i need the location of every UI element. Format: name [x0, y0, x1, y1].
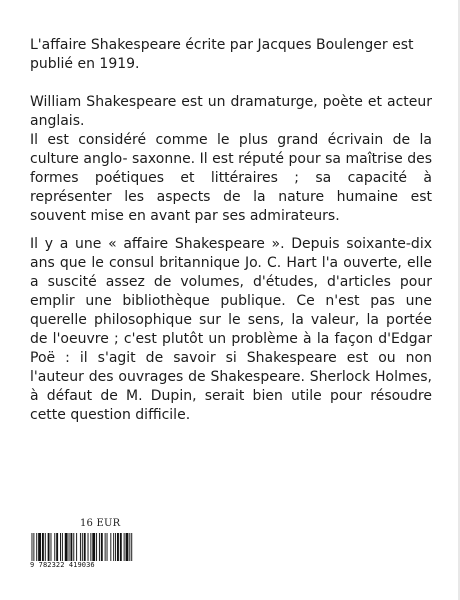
affaire-paragraph: Il y a une « affaire Shakespeare ». Depuis soixante-dix ans que le consul britannique Jo. C. Hart l'a ouverte, elle a suscité assez de volumes, d'études, d'articles pour emplir une bibliothèque publique. Ce n'est pas une querelle philosophique sur le sens, la valeur, la portée de l'oeuvre ; c'est plutôt un problème à la façon d'Edgar Poë : il s'agit de savoir si Shakespeare est ou non l'auteur des ouvrages de Shakespeare. Sherlock Holmes, à défaut de M. Dupin, serait bien utile pour résoudre cette question difficile.: [30, 236, 432, 423]
shakespeare-intro-sentence: William Shakespeare est un dramaturge, poète et acteur anglais.: [30, 94, 432, 129]
isbn-barcode: [30, 533, 134, 571]
barcode-bars-graphic: [30, 533, 134, 561]
barcode-digits: 9 782322 419036: [30, 561, 95, 569]
price-label: 16 EUR: [80, 518, 121, 529]
intro-text-block: [30, 36, 432, 74]
shakespeare-description: Il est considéré comme le plus grand écrivain de la culture anglo- saxonne. Il est réputé pour sa maîtrise des formes poétiques et littéraires ; sa capacité à représenter les aspects de la nature humaine est souvent mise en avant par ses admirateurs.: [30, 132, 432, 224]
intro-paragraph: L'affaire Shakespeare écrite par Jacques Boulenger est publié en 1919.: [30, 37, 414, 72]
shakespeare-text-block: [30, 93, 432, 226]
affaire-text-block: [30, 235, 432, 425]
